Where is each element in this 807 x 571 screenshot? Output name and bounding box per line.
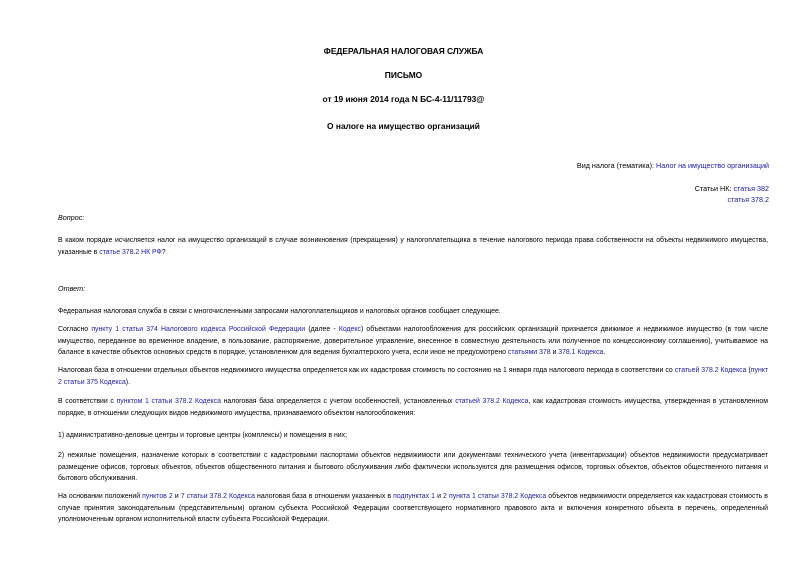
- tax-type-link[interactable]: Налог на имущество организаций: [656, 161, 769, 170]
- answer-paragraph-2: Согласно пункту 1 статьи 374 Налогового кодекса Российской Федерации (далее - Кодекс) объектами налогообложения для российских организаций признается движимое и недвижимое имущество (в том числе имущество, переданное во временное владение, в пользование, распоряжение, доверительное управление, внесенное в совместную деятельность или полученное по концессионному соглашению), учитываемое на балансе в качестве объектов основных средств в порядке, установленном для ведения бухгалтерского учета, если иное не предусмотрено статьями 378 и 378.1 Кодекса.: [58, 326, 768, 357]
- articles-label: Статьи НК:: [694, 184, 734, 193]
- link-art-378-1[interactable]: 378.1 Кодекса: [558, 349, 604, 357]
- link-sp2-p1-art-378-2[interactable]: 2 пункта 1 статьи 378.2 Кодекса: [443, 493, 547, 500]
- link-art-378[interactable]: статьями 378: [507, 349, 551, 357]
- answer-item-2: 2) нежилые помещения, назначение которых в соответствии с кадастровыми паспортами объектов недвижимости или документами технического учета (инвентаризации) объектов недвижимости предусматривает размещение офисов, торговых объектов, объектов общественного питания и бытового обслуживания либо фактически используются для размещения офисов, торговых объектов, объектов общественного питания и бытового обслуживания.: [58, 452, 768, 483]
- article-378-2-link[interactable]: статья 378.2: [727, 195, 769, 204]
- tax-type-label: Вид налога (тематика):: [576, 161, 656, 170]
- answer-paragraph-3: Налоговая база в отношении отдельных объектов недвижимого имущества определяется как их кадастровая стоимость по состоянию на 1 января года налогового периода в соответствии со статьей 378.2 Кодекса (пункт 2 статьи 375 Кодекса).: [58, 367, 768, 386]
- answer-label: Ответ:: [58, 284, 86, 293]
- doc-date-number: от 19 июня 2014 года N БС-4-11/11793@: [322, 94, 485, 104]
- article-382-link[interactable]: статья 382: [733, 184, 769, 193]
- link-p7-art-378-2[interactable]: 7 статьи 378.2 Кодекса: [180, 493, 255, 500]
- articles-line: [695, 183, 769, 194]
- org-title: ФЕДЕРАЛЬНАЯ НАЛОГОВАЯ СЛУЖБА: [323, 46, 484, 56]
- link-art-375[interactable]: пункт 2 статьи 375 Кодекса: [58, 367, 768, 386]
- question-text: В каком порядке исчисляется налог на имущество организаций в случае возникновения (прекращения) у налогоплательщика в течение налогового периода права собственности на объекты недвижимого имущества, указанные в статье 378.2 НК РФ?: [58, 237, 768, 256]
- link-code[interactable]: Кодекс: [338, 326, 361, 333]
- doc-subject: О налоге на имущество организаций: [327, 121, 480, 131]
- question-label: Вопрос:: [58, 213, 85, 222]
- answer-paragraph-1: Федеральная налоговая служба в связи с многочисленными запросами налогоплательщиков и налоговых органов сообщает следующее.: [58, 308, 501, 315]
- link-art-374[interactable]: пункту 1 статьи 374 Налогового кодекса Российской Федерации: [91, 326, 306, 333]
- link-p1-art-378-2[interactable]: пунктом 1 статьи 378.2 Кодекса: [116, 398, 221, 405]
- answer-item-1: 1) административно-деловые центры и торговые центры (комплексы) и помещения в них;: [58, 432, 347, 439]
- link-art-378-2-b[interactable]: статьей 378.2 Кодекса: [455, 398, 529, 405]
- link-art-378-2-a[interactable]: статьей 378.2 Кодекса: [674, 367, 747, 374]
- articles-line-2: [727, 194, 769, 205]
- link-points-2[interactable]: пунктов 2: [142, 493, 173, 500]
- link-subpoints-1[interactable]: подпунктах 1: [393, 493, 435, 500]
- answer-paragraph-7: На основании положений пунктов 2 и 7 статьи 378.2 Кодекса налоговая база в отношении указанных в подпунктах 1 и 2 пункта 1 статьи 378.2 Кодекса объектов недвижимости определяется как кадастровая стоимость в случае принятия законодательным (представительным) органом субъекта Российской Федерации соответствующего нормативного правового акта и включения конкретного объекта в перечень, определенный уполномоченным органом исполнительной власти субъекта Российской Федерации.: [58, 493, 768, 524]
- question-link-378-2[interactable]: статье 378.2 НК РФ: [99, 248, 162, 256]
- doc-type: ПИСЬМО: [384, 70, 423, 80]
- answer-paragraph-4: В соответствии с пунктом 1 статьи 378.2 Кодекса налоговая база определяется с учетом особенностей, установленных статьей 378.2 Кодекса, как кадастровая стоимость имущества, утвержденная в установленном порядке, в отношении следующих видов недвижимого имущества, признаваемого объектом налогообложения:: [58, 398, 768, 417]
- tax-type-line: [577, 160, 769, 171]
